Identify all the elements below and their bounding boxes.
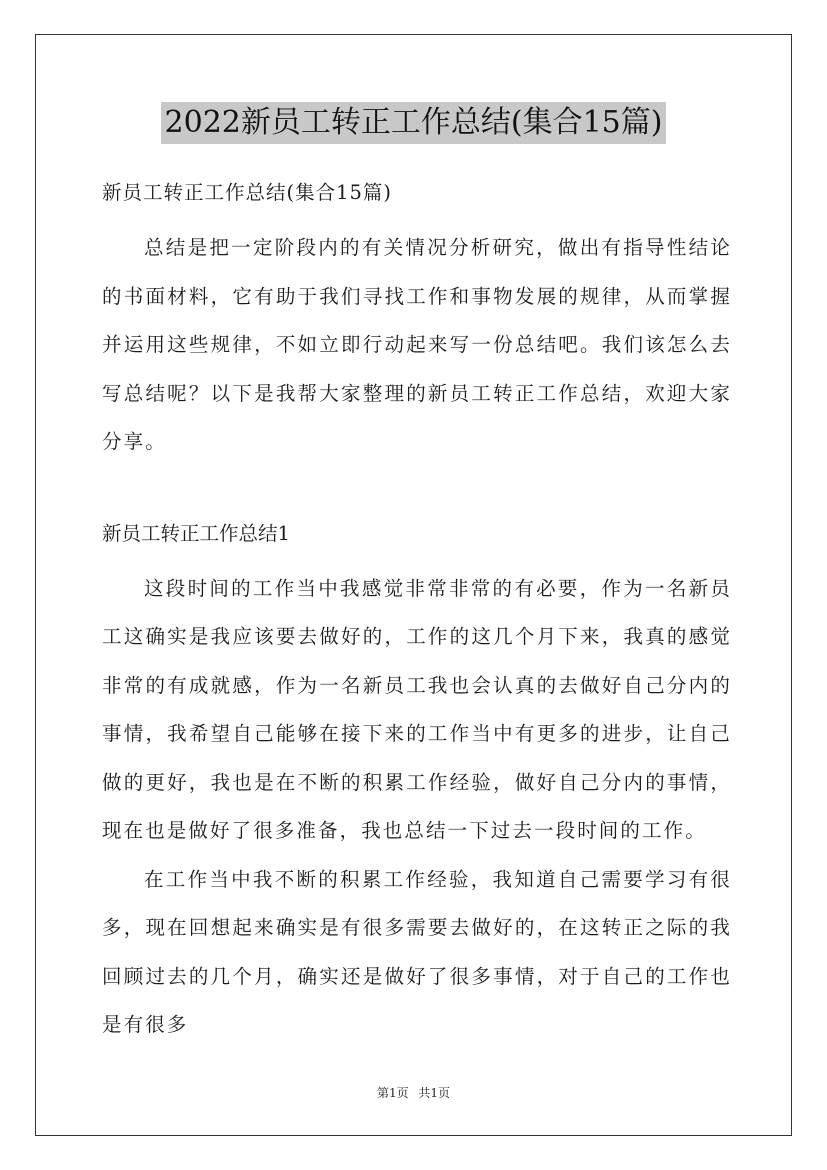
- section-paragraph: 这段时间的工作当中我感觉非常非常的有必要，作为一名新员工这确实是我应该要去做好的，工作的这几个月下来，我真的感觉非常的有成就感，作为一名新员工我也会认真的去做好自己分内的事情，我希望自己能够在接下来的工作当中有更多的进步，让自己做的更好，我也是在不断的积累工作经验，做好自己分内的事情，现在也是做好了很多准备，我也总结一下过去一段时间的工作。: [102, 576, 732, 842]
- intro-paragraph: 总结是把一定阶段内的有关情况分析研究，做出有指导性结论的书面材料，它有助于我们寻找工作和事物发展的规律，从而掌握并运用这些规律，不如立即行动起来写一份总结吧。我们该怎么去写总结呢？以下是我帮大家整理的新员工转正工作总结，欢迎大家分享。: [102, 236, 732, 453]
- document-body: [102, 176, 732, 1050]
- page-number: 第1页: [376, 1086, 409, 1100]
- title-container: [0, 102, 827, 144]
- section-paragraph: 在工作当中我不断的积累工作经验，我知道自己需要学习有很多，现在回想起来确实是有很多需要去做好的，在这转正之际的我回顾过去的几个月，确实还是做好了很多事情，对于自己的工作也是有很多: [102, 867, 732, 1036]
- section-heading: 新员工转正工作总结1: [102, 521, 290, 545]
- document-subtitle: 新员工转正工作总结(集合15篇): [102, 181, 393, 204]
- page-total: 共1页: [418, 1086, 451, 1100]
- page-footer: [0, 1084, 827, 1101]
- document-title: 2022新员工转正工作总结(集合15篇): [161, 102, 667, 144]
